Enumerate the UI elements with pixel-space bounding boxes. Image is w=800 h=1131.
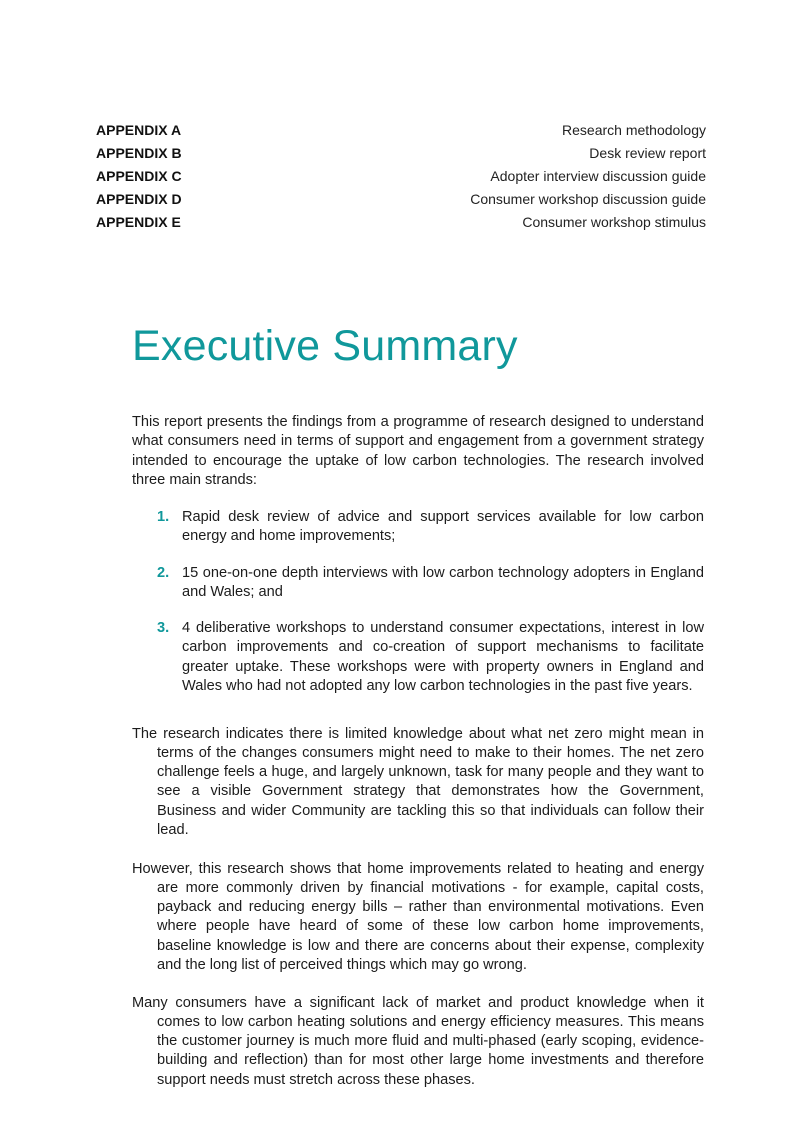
appendix-title: Consumer workshop stimulus	[522, 214, 706, 230]
strands-list	[157, 508, 704, 713]
intro-paragraph	[132, 413, 704, 490]
body-paragraph: The research indicates there is limited knowledge about what net zero might mean in terms of the changes consumers might need to make to their homes. The net zero challenge feels a huge, and largely unknown, task for many people and they want to see a visible Government strategy that demonstrates how the Government, Business and wider Community are tackling this so that individuals can follow their lead.	[132, 725, 704, 839]
appendix-row	[96, 143, 706, 166]
appendix-title: Research methodology	[562, 122, 706, 138]
appendix-title: Consumer workshop discussion guide	[470, 191, 706, 207]
appendix-code: APPENDIX D	[96, 191, 182, 207]
appendix-list	[96, 120, 706, 235]
appendix-code: APPENDIX B	[96, 145, 182, 161]
appendix-row	[96, 189, 706, 212]
list-item-text: 4 deliberative workshops to understand consumer expectations, interest in low carbon improvements and co-creation of support mechanisms to facilitate greater uptake. These workshops were with property owners in England and Wales who had not adopted any low carbon technologies in the past five years.	[182, 620, 704, 695]
body-paragraph: Many consumers have a significant lack of market and product knowledge when it comes to low carbon heating solutions and energy efficiency measures. This means the customer journey is much more fluid and multi-phased (early scoping, evidence-building and reflection) than for most other large home investments and therefore support needs must stretch across these phases.	[132, 994, 704, 1088]
list-marker: 3.	[157, 620, 170, 637]
appendix-row	[96, 166, 706, 189]
appendix-row	[96, 212, 706, 235]
appendix-title: Desk review report	[589, 145, 706, 161]
appendix-code: APPENDIX A	[96, 122, 182, 138]
list-item	[157, 564, 704, 603]
list-item	[157, 619, 704, 696]
list-item-text: Rapid desk review of advice and support services available for low carbon energy and home improvements;	[182, 509, 704, 545]
list-marker: 1.	[157, 509, 170, 525]
intro-text: This report presents the findings from a programme of research designed to understand what consumers need in terms of support and engagement from a government strategy intended to encourage the uptake of low carbon technologies. The research involved three main strands:	[132, 414, 704, 488]
appendix-title: Adopter interview discussion guide	[490, 168, 706, 184]
body-paragraph: However, this research shows that home improvements related to heating and energy are more commonly driven by financial motivations - for example, capital costs, payback and reducing energy bills – rather than environmental motivations. Even where people have heard of some of these low carbon home improvements, baseline knowledge is low and there are concerns about their expense, complexity and the long list of perceived things which may go wrong.	[132, 860, 704, 974]
appendix-code: APPENDIX E	[96, 214, 181, 230]
appendix-row	[96, 120, 706, 143]
list-item	[157, 508, 704, 547]
list-marker: 2.	[157, 564, 170, 581]
appendix-code: APPENDIX C	[96, 168, 182, 184]
list-item-text: 15 one-on-one depth interviews with low carbon technology adopters in England and Wales; and	[182, 564, 704, 600]
section-title: Executive Summary	[132, 322, 518, 370]
